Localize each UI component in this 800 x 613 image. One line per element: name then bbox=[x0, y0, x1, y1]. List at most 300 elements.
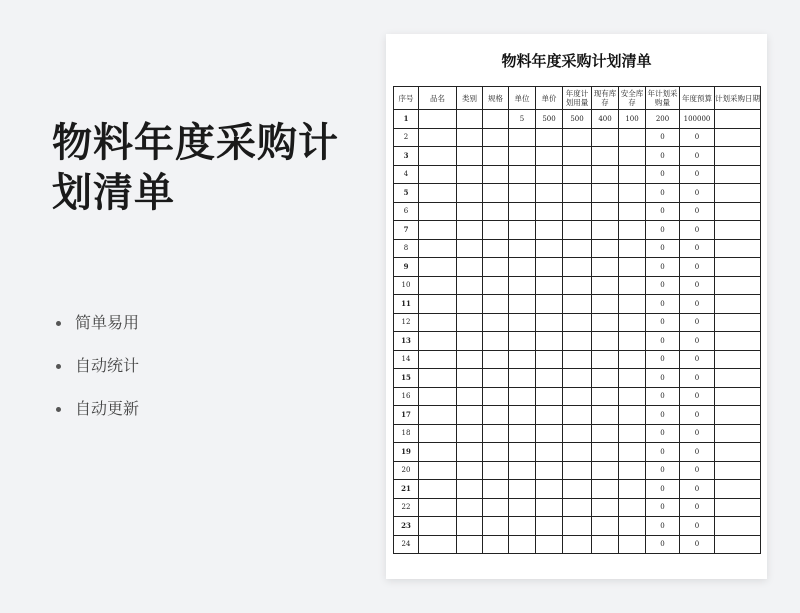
table-cell[interactable] bbox=[619, 239, 646, 258]
table-cell[interactable]: 100 bbox=[619, 110, 646, 129]
column-header: 年度计划用量 bbox=[563, 87, 592, 110]
table-cell[interactable] bbox=[592, 276, 619, 295]
table-cell[interactable]: 0 bbox=[680, 313, 715, 332]
row-number-cell[interactable]: 12 bbox=[394, 313, 419, 332]
table-cell[interactable] bbox=[715, 350, 761, 369]
table-cell[interactable] bbox=[592, 332, 619, 351]
table-cell[interactable] bbox=[457, 221, 483, 240]
table-cell[interactable] bbox=[619, 147, 646, 166]
bullet-icon bbox=[56, 364, 61, 369]
table-cell[interactable] bbox=[483, 295, 509, 314]
row-number-cell[interactable]: 3 bbox=[394, 147, 419, 166]
table-cell[interactable] bbox=[509, 443, 536, 462]
row-number-cell[interactable]: 16 bbox=[394, 387, 419, 406]
table-cell[interactable] bbox=[509, 332, 536, 351]
table-cell[interactable]: 100000 bbox=[680, 110, 715, 129]
table-cell[interactable] bbox=[536, 424, 563, 443]
table-cell[interactable]: 400 bbox=[592, 110, 619, 129]
table-cell[interactable] bbox=[419, 165, 457, 184]
table-cell[interactable] bbox=[563, 202, 592, 221]
row-number-cell[interactable]: 11 bbox=[394, 295, 419, 314]
table-cell[interactable] bbox=[563, 165, 592, 184]
table-cell[interactable]: 0 bbox=[646, 369, 680, 388]
table-cell[interactable] bbox=[592, 128, 619, 147]
table-cell[interactable] bbox=[619, 498, 646, 517]
feature-item bbox=[56, 355, 139, 377]
table-cell[interactable] bbox=[592, 221, 619, 240]
table-cell[interactable] bbox=[619, 535, 646, 554]
table-cell[interactable] bbox=[563, 239, 592, 258]
table-cell[interactable] bbox=[536, 295, 563, 314]
table-cell[interactable]: 0 bbox=[646, 147, 680, 166]
table-cell[interactable] bbox=[483, 313, 509, 332]
table-cell[interactable] bbox=[715, 387, 761, 406]
table-cell[interactable] bbox=[419, 128, 457, 147]
table-cell[interactable] bbox=[619, 406, 646, 425]
table-cell[interactable]: 0 bbox=[680, 165, 715, 184]
table-cell[interactable] bbox=[619, 443, 646, 462]
table-cell[interactable]: 0 bbox=[646, 313, 680, 332]
table-cell[interactable] bbox=[715, 461, 761, 480]
table-cell[interactable] bbox=[563, 184, 592, 203]
row-number-cell[interactable]: 19 bbox=[394, 443, 419, 462]
table-cell[interactable] bbox=[457, 295, 483, 314]
table-cell[interactable] bbox=[715, 369, 761, 388]
table-cell[interactable] bbox=[619, 369, 646, 388]
table-cell[interactable] bbox=[592, 387, 619, 406]
table-cell[interactable] bbox=[536, 258, 563, 277]
table-cell[interactable]: 0 bbox=[680, 184, 715, 203]
table-cell[interactable] bbox=[563, 369, 592, 388]
table-cell[interactable] bbox=[419, 406, 457, 425]
table-cell[interactable]: 0 bbox=[646, 480, 680, 499]
table-cell[interactable] bbox=[483, 498, 509, 517]
table-cell[interactable] bbox=[536, 369, 563, 388]
row-number-cell[interactable]: 21 bbox=[394, 480, 419, 499]
table-cell[interactable] bbox=[483, 202, 509, 221]
table-cell[interactable] bbox=[715, 480, 761, 499]
table-cell[interactable]: 5 bbox=[509, 110, 536, 129]
table-cell[interactable] bbox=[715, 165, 761, 184]
table-cell[interactable] bbox=[536, 480, 563, 499]
table-cell[interactable] bbox=[715, 147, 761, 166]
table-cell[interactable]: 200 bbox=[646, 110, 680, 129]
table-cell[interactable] bbox=[715, 406, 761, 425]
table-cell[interactable] bbox=[509, 165, 536, 184]
table-cell[interactable] bbox=[715, 443, 761, 462]
table-cell[interactable] bbox=[563, 406, 592, 425]
table-cell[interactable] bbox=[419, 480, 457, 499]
row-number-cell[interactable]: 7 bbox=[394, 221, 419, 240]
table-cell[interactable]: 0 bbox=[646, 202, 680, 221]
table-cell[interactable] bbox=[592, 369, 619, 388]
table-cell[interactable] bbox=[483, 424, 509, 443]
row-number-cell[interactable]: 8 bbox=[394, 239, 419, 258]
table-row bbox=[394, 517, 761, 536]
table-cell[interactable] bbox=[715, 313, 761, 332]
row-number-cell[interactable]: 5 bbox=[394, 184, 419, 203]
row-number-cell[interactable]: 13 bbox=[394, 332, 419, 351]
table-cell[interactable] bbox=[592, 406, 619, 425]
table-cell[interactable] bbox=[563, 387, 592, 406]
row-number-cell[interactable]: 14 bbox=[394, 350, 419, 369]
table-cell[interactable] bbox=[457, 350, 483, 369]
table-cell[interactable] bbox=[457, 535, 483, 554]
table-row bbox=[394, 313, 761, 332]
table-cell[interactable] bbox=[509, 295, 536, 314]
table-cell[interactable] bbox=[619, 165, 646, 184]
table-cell[interactable] bbox=[509, 498, 536, 517]
table-cell[interactable] bbox=[619, 517, 646, 536]
table-cell[interactable]: 0 bbox=[680, 387, 715, 406]
column-header: 单位 bbox=[509, 87, 536, 110]
table-cell[interactable] bbox=[715, 332, 761, 351]
table-cell[interactable]: 0 bbox=[646, 350, 680, 369]
table-cell[interactable] bbox=[715, 128, 761, 147]
table-cell[interactable] bbox=[563, 147, 592, 166]
table-cell[interactable] bbox=[619, 128, 646, 147]
table-cell[interactable] bbox=[563, 480, 592, 499]
table-cell[interactable] bbox=[509, 258, 536, 277]
table-cell[interactable] bbox=[536, 498, 563, 517]
table-cell[interactable] bbox=[457, 424, 483, 443]
table-cell[interactable] bbox=[457, 406, 483, 425]
table-cell[interactable] bbox=[509, 350, 536, 369]
table-cell[interactable]: 0 bbox=[646, 165, 680, 184]
table-cell[interactable] bbox=[715, 221, 761, 240]
table-cell[interactable] bbox=[592, 498, 619, 517]
table-cell[interactable] bbox=[483, 461, 509, 480]
table-cell[interactable] bbox=[563, 350, 592, 369]
table-cell[interactable] bbox=[509, 424, 536, 443]
table-cell[interactable] bbox=[592, 350, 619, 369]
row-number-cell[interactable]: 10 bbox=[394, 276, 419, 295]
table-cell[interactable]: 0 bbox=[646, 443, 680, 462]
table-cell[interactable] bbox=[483, 443, 509, 462]
row-number-cell[interactable]: 24 bbox=[394, 535, 419, 554]
table-cell[interactable] bbox=[715, 424, 761, 443]
table-cell[interactable] bbox=[419, 221, 457, 240]
table-cell[interactable] bbox=[457, 443, 483, 462]
table-cell[interactable] bbox=[483, 332, 509, 351]
table-cell[interactable] bbox=[509, 239, 536, 258]
table-cell[interactable] bbox=[619, 221, 646, 240]
table-cell[interactable] bbox=[592, 165, 619, 184]
table-cell[interactable] bbox=[715, 276, 761, 295]
table-cell[interactable] bbox=[619, 480, 646, 499]
table-cell[interactable] bbox=[419, 258, 457, 277]
table-cell[interactable]: 0 bbox=[680, 369, 715, 388]
table-cell[interactable] bbox=[457, 239, 483, 258]
table-cell[interactable] bbox=[619, 350, 646, 369]
table-cell[interactable] bbox=[419, 517, 457, 536]
table-cell[interactable]: 0 bbox=[646, 406, 680, 425]
row-number-cell[interactable]: 4 bbox=[394, 165, 419, 184]
table-cell[interactable] bbox=[483, 239, 509, 258]
table-cell[interactable] bbox=[457, 369, 483, 388]
table-cell[interactable] bbox=[715, 535, 761, 554]
table-cell[interactable] bbox=[563, 517, 592, 536]
table-cell[interactable] bbox=[536, 147, 563, 166]
table-cell[interactable] bbox=[457, 480, 483, 499]
table-cell[interactable] bbox=[457, 498, 483, 517]
table-cell[interactable] bbox=[457, 276, 483, 295]
table-cell[interactable] bbox=[563, 258, 592, 277]
table-cell[interactable]: 0 bbox=[646, 128, 680, 147]
table-cell[interactable] bbox=[419, 239, 457, 258]
table-cell[interactable] bbox=[619, 332, 646, 351]
table-cell[interactable] bbox=[536, 517, 563, 536]
table-cell[interactable]: 0 bbox=[680, 535, 715, 554]
table-cell[interactable] bbox=[715, 498, 761, 517]
table-cell[interactable] bbox=[619, 276, 646, 295]
table-cell[interactable] bbox=[419, 424, 457, 443]
table-cell[interactable] bbox=[483, 387, 509, 406]
table-cell[interactable] bbox=[536, 535, 563, 554]
table-cell[interactable] bbox=[592, 480, 619, 499]
table-cell[interactable] bbox=[419, 535, 457, 554]
table-cell[interactable] bbox=[509, 276, 536, 295]
table-cell[interactable] bbox=[563, 461, 592, 480]
table-cell[interactable] bbox=[563, 295, 592, 314]
table-cell[interactable] bbox=[715, 202, 761, 221]
table-cell[interactable]: 0 bbox=[646, 221, 680, 240]
table-cell[interactable] bbox=[563, 535, 592, 554]
table-cell[interactable] bbox=[509, 202, 536, 221]
table-cell[interactable] bbox=[536, 443, 563, 462]
table-cell[interactable]: 0 bbox=[646, 517, 680, 536]
table-cell[interactable] bbox=[509, 535, 536, 554]
table-cell[interactable] bbox=[619, 424, 646, 443]
table-cell[interactable] bbox=[483, 517, 509, 536]
table-cell[interactable] bbox=[563, 221, 592, 240]
table-cell[interactable]: 0 bbox=[680, 406, 715, 425]
table-cell[interactable] bbox=[483, 276, 509, 295]
table-cell[interactable] bbox=[563, 128, 592, 147]
table-cell[interactable]: 0 bbox=[680, 498, 715, 517]
table-cell[interactable] bbox=[536, 387, 563, 406]
table-row bbox=[394, 461, 761, 480]
table-cell[interactable] bbox=[536, 332, 563, 351]
table-cell[interactable] bbox=[619, 202, 646, 221]
table-cell[interactable] bbox=[457, 258, 483, 277]
table-cell[interactable] bbox=[536, 202, 563, 221]
table-cell[interactable] bbox=[715, 258, 761, 277]
table-cell[interactable] bbox=[483, 258, 509, 277]
table-cell[interactable] bbox=[509, 221, 536, 240]
table-cell[interactable] bbox=[563, 276, 592, 295]
table-cell[interactable] bbox=[619, 184, 646, 203]
table-cell[interactable] bbox=[563, 313, 592, 332]
table-cell[interactable] bbox=[483, 128, 509, 147]
table-cell[interactable] bbox=[419, 276, 457, 295]
table-cell[interactable]: 0 bbox=[646, 498, 680, 517]
table-cell[interactable] bbox=[592, 517, 619, 536]
table-cell[interactable] bbox=[715, 239, 761, 258]
table-cell[interactable] bbox=[592, 313, 619, 332]
table-cell[interactable]: 0 bbox=[646, 184, 680, 203]
table-row bbox=[394, 147, 761, 166]
row-number-cell[interactable]: 9 bbox=[394, 258, 419, 277]
table-cell[interactable] bbox=[592, 443, 619, 462]
table-cell[interactable] bbox=[536, 276, 563, 295]
table-cell[interactable]: 0 bbox=[646, 332, 680, 351]
table-cell[interactable] bbox=[715, 517, 761, 536]
table-cell[interactable] bbox=[419, 110, 457, 129]
table-cell[interactable] bbox=[536, 221, 563, 240]
table-cell[interactable] bbox=[563, 443, 592, 462]
table-cell[interactable] bbox=[509, 313, 536, 332]
table-cell[interactable] bbox=[563, 424, 592, 443]
table-cell[interactable] bbox=[536, 350, 563, 369]
table-cell[interactable]: 0 bbox=[646, 387, 680, 406]
table-cell[interactable] bbox=[715, 184, 761, 203]
table-cell[interactable] bbox=[509, 461, 536, 480]
table-cell[interactable]: 0 bbox=[680, 295, 715, 314]
table-cell[interactable] bbox=[509, 128, 536, 147]
table-cell[interactable] bbox=[509, 184, 536, 203]
table-cell[interactable] bbox=[419, 202, 457, 221]
table-cell[interactable] bbox=[509, 369, 536, 388]
table-cell[interactable] bbox=[619, 387, 646, 406]
table-cell[interactable] bbox=[419, 498, 457, 517]
table-cell[interactable] bbox=[592, 535, 619, 554]
table-cell[interactable] bbox=[509, 387, 536, 406]
table-cell[interactable] bbox=[592, 147, 619, 166]
row-number-cell[interactable]: 20 bbox=[394, 461, 419, 480]
table-cell[interactable] bbox=[457, 517, 483, 536]
table-cell[interactable] bbox=[457, 128, 483, 147]
table-cell[interactable]: 0 bbox=[646, 276, 680, 295]
table-cell[interactable] bbox=[592, 295, 619, 314]
table-cell[interactable] bbox=[483, 535, 509, 554]
table-cell[interactable] bbox=[592, 184, 619, 203]
table-cell[interactable] bbox=[457, 332, 483, 351]
table-cell[interactable] bbox=[619, 258, 646, 277]
table-cell[interactable] bbox=[536, 239, 563, 258]
column-header: 年计划采购量 bbox=[646, 87, 680, 110]
table-cell[interactable]: 0 bbox=[680, 258, 715, 277]
table-cell[interactable] bbox=[457, 313, 483, 332]
row-number-cell[interactable]: 15 bbox=[394, 369, 419, 388]
table-cell[interactable] bbox=[457, 461, 483, 480]
table-cell[interactable]: 0 bbox=[680, 332, 715, 351]
table-cell[interactable] bbox=[419, 313, 457, 332]
table-cell[interactable]: 500 bbox=[563, 110, 592, 129]
table-cell[interactable] bbox=[536, 406, 563, 425]
table-cell[interactable]: 0 bbox=[680, 239, 715, 258]
table-cell[interactable] bbox=[419, 184, 457, 203]
table-cell[interactable] bbox=[419, 147, 457, 166]
table-cell[interactable] bbox=[483, 110, 509, 129]
table-cell[interactable]: 0 bbox=[680, 480, 715, 499]
table-cell[interactable] bbox=[419, 443, 457, 462]
table-cell[interactable] bbox=[419, 387, 457, 406]
table-cell[interactable] bbox=[592, 258, 619, 277]
table-cell[interactable] bbox=[419, 369, 457, 388]
table-cell[interactable] bbox=[419, 295, 457, 314]
row-number-cell[interactable]: 23 bbox=[394, 517, 419, 536]
table-cell[interactable] bbox=[592, 239, 619, 258]
table-cell[interactable]: 0 bbox=[680, 517, 715, 536]
table-cell[interactable] bbox=[592, 461, 619, 480]
table-cell[interactable]: 0 bbox=[680, 147, 715, 166]
column-header: 序号 bbox=[394, 87, 419, 110]
table-cell[interactable] bbox=[592, 424, 619, 443]
table-cell[interactable] bbox=[419, 350, 457, 369]
table-cell[interactable] bbox=[509, 147, 536, 166]
table-cell[interactable]: 0 bbox=[646, 461, 680, 480]
table-cell[interactable] bbox=[563, 332, 592, 351]
table-cell[interactable]: 0 bbox=[646, 535, 680, 554]
table-cell[interactable]: 0 bbox=[680, 461, 715, 480]
table-cell[interactable] bbox=[619, 295, 646, 314]
table-cell[interactable]: 0 bbox=[680, 221, 715, 240]
table-cell[interactable]: 0 bbox=[646, 239, 680, 258]
table-cell[interactable]: 0 bbox=[680, 424, 715, 443]
table-cell[interactable] bbox=[483, 350, 509, 369]
table-cell[interactable] bbox=[457, 110, 483, 129]
row-number-cell[interactable]: 17 bbox=[394, 406, 419, 425]
table-cell[interactable]: 0 bbox=[680, 350, 715, 369]
table-cell[interactable] bbox=[563, 498, 592, 517]
row-number-cell[interactable]: 6 bbox=[394, 202, 419, 221]
table-cell[interactable] bbox=[457, 184, 483, 203]
table-cell[interactable] bbox=[509, 517, 536, 536]
table-cell[interactable]: 0 bbox=[680, 128, 715, 147]
row-number-cell[interactable]: 18 bbox=[394, 424, 419, 443]
table-cell[interactable] bbox=[536, 165, 563, 184]
table-cell[interactable] bbox=[619, 313, 646, 332]
table-cell[interactable] bbox=[457, 147, 483, 166]
table-row bbox=[394, 387, 761, 406]
table-cell[interactable]: 0 bbox=[680, 202, 715, 221]
row-number-cell[interactable]: 2 bbox=[394, 128, 419, 147]
table-cell[interactable] bbox=[715, 295, 761, 314]
table-cell[interactable] bbox=[509, 480, 536, 499]
table-cell[interactable] bbox=[483, 480, 509, 499]
table-cell[interactable] bbox=[536, 128, 563, 147]
row-number-cell[interactable]: 1 bbox=[394, 110, 419, 129]
table-cell[interactable] bbox=[619, 461, 646, 480]
table-cell[interactable] bbox=[483, 369, 509, 388]
table-cell[interactable] bbox=[483, 221, 509, 240]
table-cell[interactable]: 0 bbox=[646, 258, 680, 277]
column-header: 类别 bbox=[457, 87, 483, 110]
table-cell[interactable] bbox=[536, 313, 563, 332]
table-cell[interactable] bbox=[457, 387, 483, 406]
table-cell[interactable] bbox=[483, 184, 509, 203]
table-cell[interactable] bbox=[457, 202, 483, 221]
row-number-cell[interactable]: 22 bbox=[394, 498, 419, 517]
table-cell[interactable] bbox=[592, 202, 619, 221]
table-cell[interactable] bbox=[483, 165, 509, 184]
table-cell[interactable]: 0 bbox=[646, 424, 680, 443]
table-cell[interactable] bbox=[715, 110, 761, 129]
table-cell[interactable]: 0 bbox=[680, 443, 715, 462]
table-cell[interactable] bbox=[483, 147, 509, 166]
table-cell[interactable] bbox=[483, 406, 509, 425]
table-cell[interactable] bbox=[536, 184, 563, 203]
table-cell[interactable]: 500 bbox=[536, 110, 563, 129]
table-cell[interactable] bbox=[536, 461, 563, 480]
table-cell[interactable]: 0 bbox=[646, 295, 680, 314]
table-cell[interactable]: 0 bbox=[680, 276, 715, 295]
table-cell[interactable] bbox=[509, 406, 536, 425]
table-cell[interactable] bbox=[419, 461, 457, 480]
table-cell[interactable] bbox=[419, 332, 457, 351]
table-cell[interactable] bbox=[457, 165, 483, 184]
